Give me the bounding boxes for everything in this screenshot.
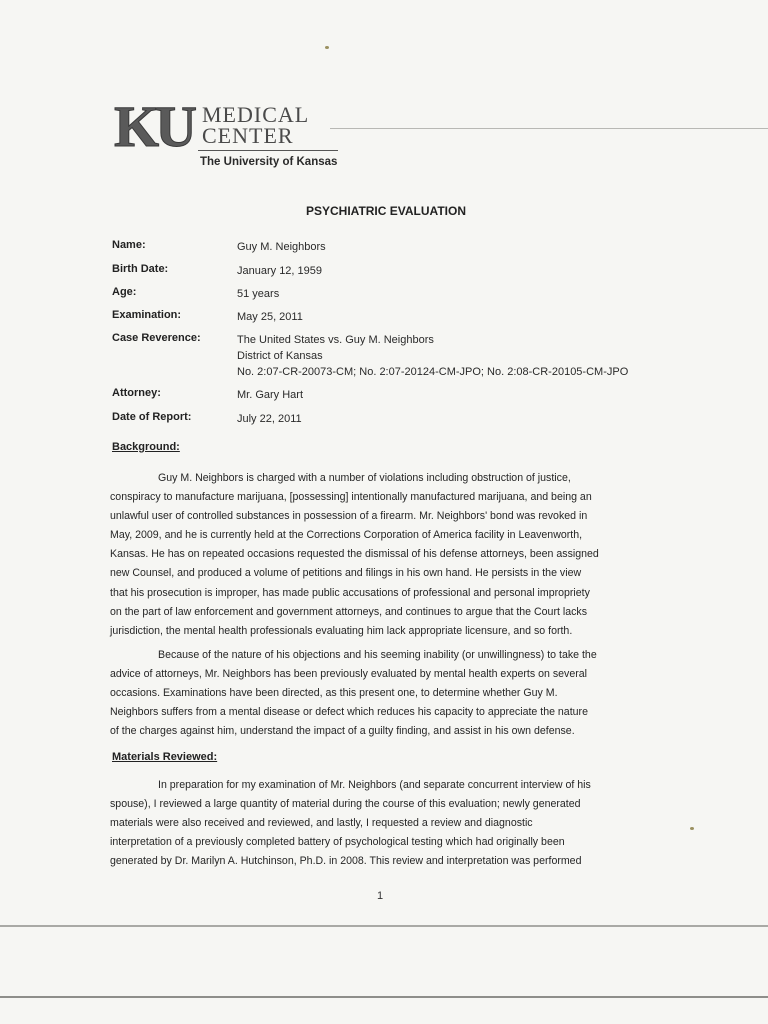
paragraph-line: Guy M. Neighbors is charged with a number of violations including obstruction of justice, bbox=[158, 472, 571, 484]
paragraph-line: In preparation for my examination of Mr. Neighbors (and separate concurrent interview of his bbox=[158, 779, 591, 791]
document-title-text: PSYCHIATRIC EVALUATION bbox=[305, 204, 466, 218]
logo-center: CENTER bbox=[202, 123, 294, 148]
field-value-line: Guy M. Neighbors bbox=[237, 241, 326, 253]
field-value-line: May 25, 2011 bbox=[237, 311, 303, 323]
field-label: Case Reverence: bbox=[112, 332, 201, 344]
scan-speck bbox=[690, 827, 694, 830]
paragraph-line: conspiracy to manufacture marijuana, [possessing] intentionally manufactured marijuana, and being an bbox=[110, 491, 592, 504]
field-value bbox=[237, 263, 322, 279]
materials-heading: Materials Reviewed: bbox=[112, 751, 218, 763]
paragraph-line: advice of attorneys, Mr. Neighbors has been previously evaluated by mental health experts on several bbox=[110, 668, 587, 681]
field-value bbox=[237, 387, 303, 403]
paragraph-line: new Counsel, and produced a volume of petitions and filings in his own hand. He persists in the view bbox=[110, 567, 582, 580]
paragraph-line: materials were also received and reviewed, and lastly, I requested a review and diagnostic bbox=[110, 817, 533, 830]
field-label: Name: bbox=[112, 239, 146, 251]
logo-divider bbox=[198, 150, 338, 151]
paragraph-line: unlawful user of controlled substances in possession of a firearm. Mr. Neighbors' bond was revoked in bbox=[110, 510, 588, 523]
field-value bbox=[237, 239, 326, 255]
paragraph-line: generated by Dr. Marilyn A. Hutchinson, Ph.D. in 2008. This review and interpretation was performed bbox=[110, 855, 582, 868]
document-title bbox=[0, 204, 768, 218]
ku-medical-center-logo bbox=[114, 94, 354, 174]
logo-university: The University of Kansas bbox=[200, 156, 338, 168]
field-value bbox=[237, 309, 303, 325]
field-value-line: The United States vs. Guy M. Neighbors bbox=[237, 334, 434, 346]
field-label: Age: bbox=[112, 286, 137, 298]
field-value-line: 51 years bbox=[237, 288, 280, 300]
scan-artifact-line bbox=[330, 128, 768, 129]
field-label: Attorney: bbox=[112, 387, 161, 399]
field-value-line: July 22, 2011 bbox=[237, 413, 302, 425]
page-fold-line bbox=[0, 925, 768, 927]
field-value-line: District of Kansas bbox=[237, 350, 323, 362]
paragraph-line: jurisdiction, the mental health professionals evaluating him lack appropriate licensure, and so forth. bbox=[110, 624, 573, 637]
paragraph-line: Kansas. He has on repeated occasions requested the dismissal of his defense attorneys, been assigned bbox=[110, 548, 599, 561]
field-value-line: No. 2:07-CR-20073-CM; No. 2:07-20124-CM-JPO; No. 2:08-CR-20105-CM-JPO bbox=[237, 366, 629, 378]
field-label: Birth Date: bbox=[112, 263, 169, 275]
background-paragraph-1 bbox=[110, 469, 655, 641]
field-value bbox=[237, 332, 628, 380]
paragraph-line: Because of the nature of his objections and his seeming inability (or unwillingness) to take the bbox=[158, 649, 597, 661]
paragraph-line: May, 2009, and he is currently held at the Corrections Corporation of America facility in Leavenworth, bbox=[110, 529, 583, 542]
background-paragraph-2 bbox=[110, 646, 655, 741]
logo-ku-letters: KU bbox=[114, 94, 193, 159]
background-heading: Background: bbox=[112, 441, 180, 453]
paragraph-line: that his prosecution is improper, has made public accusations of professional and personal impropriety bbox=[110, 586, 590, 599]
field-value bbox=[237, 286, 279, 302]
paragraph-line: Neighbors suffers from a mental disease or defect which reduces his capacity to appreciate the nature bbox=[110, 706, 588, 719]
paragraph-line: occasions. Examinations have been directed, as this present one, to determine whether Guy M. bbox=[110, 687, 558, 700]
paragraph-line: interpretation of a previously completed battery of psychological testing which had originally been bbox=[110, 836, 565, 849]
field-value bbox=[237, 411, 302, 427]
paragraph-line: spouse), I reviewed a large quantity of material during the course of this evaluation; newly generated bbox=[110, 798, 581, 811]
materials-paragraph-1 bbox=[110, 776, 655, 871]
field-value-line: Mr. Gary Hart bbox=[237, 389, 304, 401]
field-label: Examination: bbox=[112, 309, 182, 321]
field-label: Date of Report: bbox=[112, 411, 192, 423]
scan-speck bbox=[325, 46, 329, 49]
field-value-line: January 12, 1959 bbox=[237, 265, 323, 277]
paragraph-line: of the charges against him, understand the impact of a guilty finding, and assist in his own defense. bbox=[110, 725, 575, 738]
page-number: 1 bbox=[377, 890, 384, 902]
paragraph-line: on the part of law enforcement and government attorneys, and continues to argue that the Court lacks bbox=[110, 605, 588, 618]
logo-medical: MEDICAL bbox=[202, 102, 310, 127]
page-edge-line bbox=[0, 996, 768, 998]
